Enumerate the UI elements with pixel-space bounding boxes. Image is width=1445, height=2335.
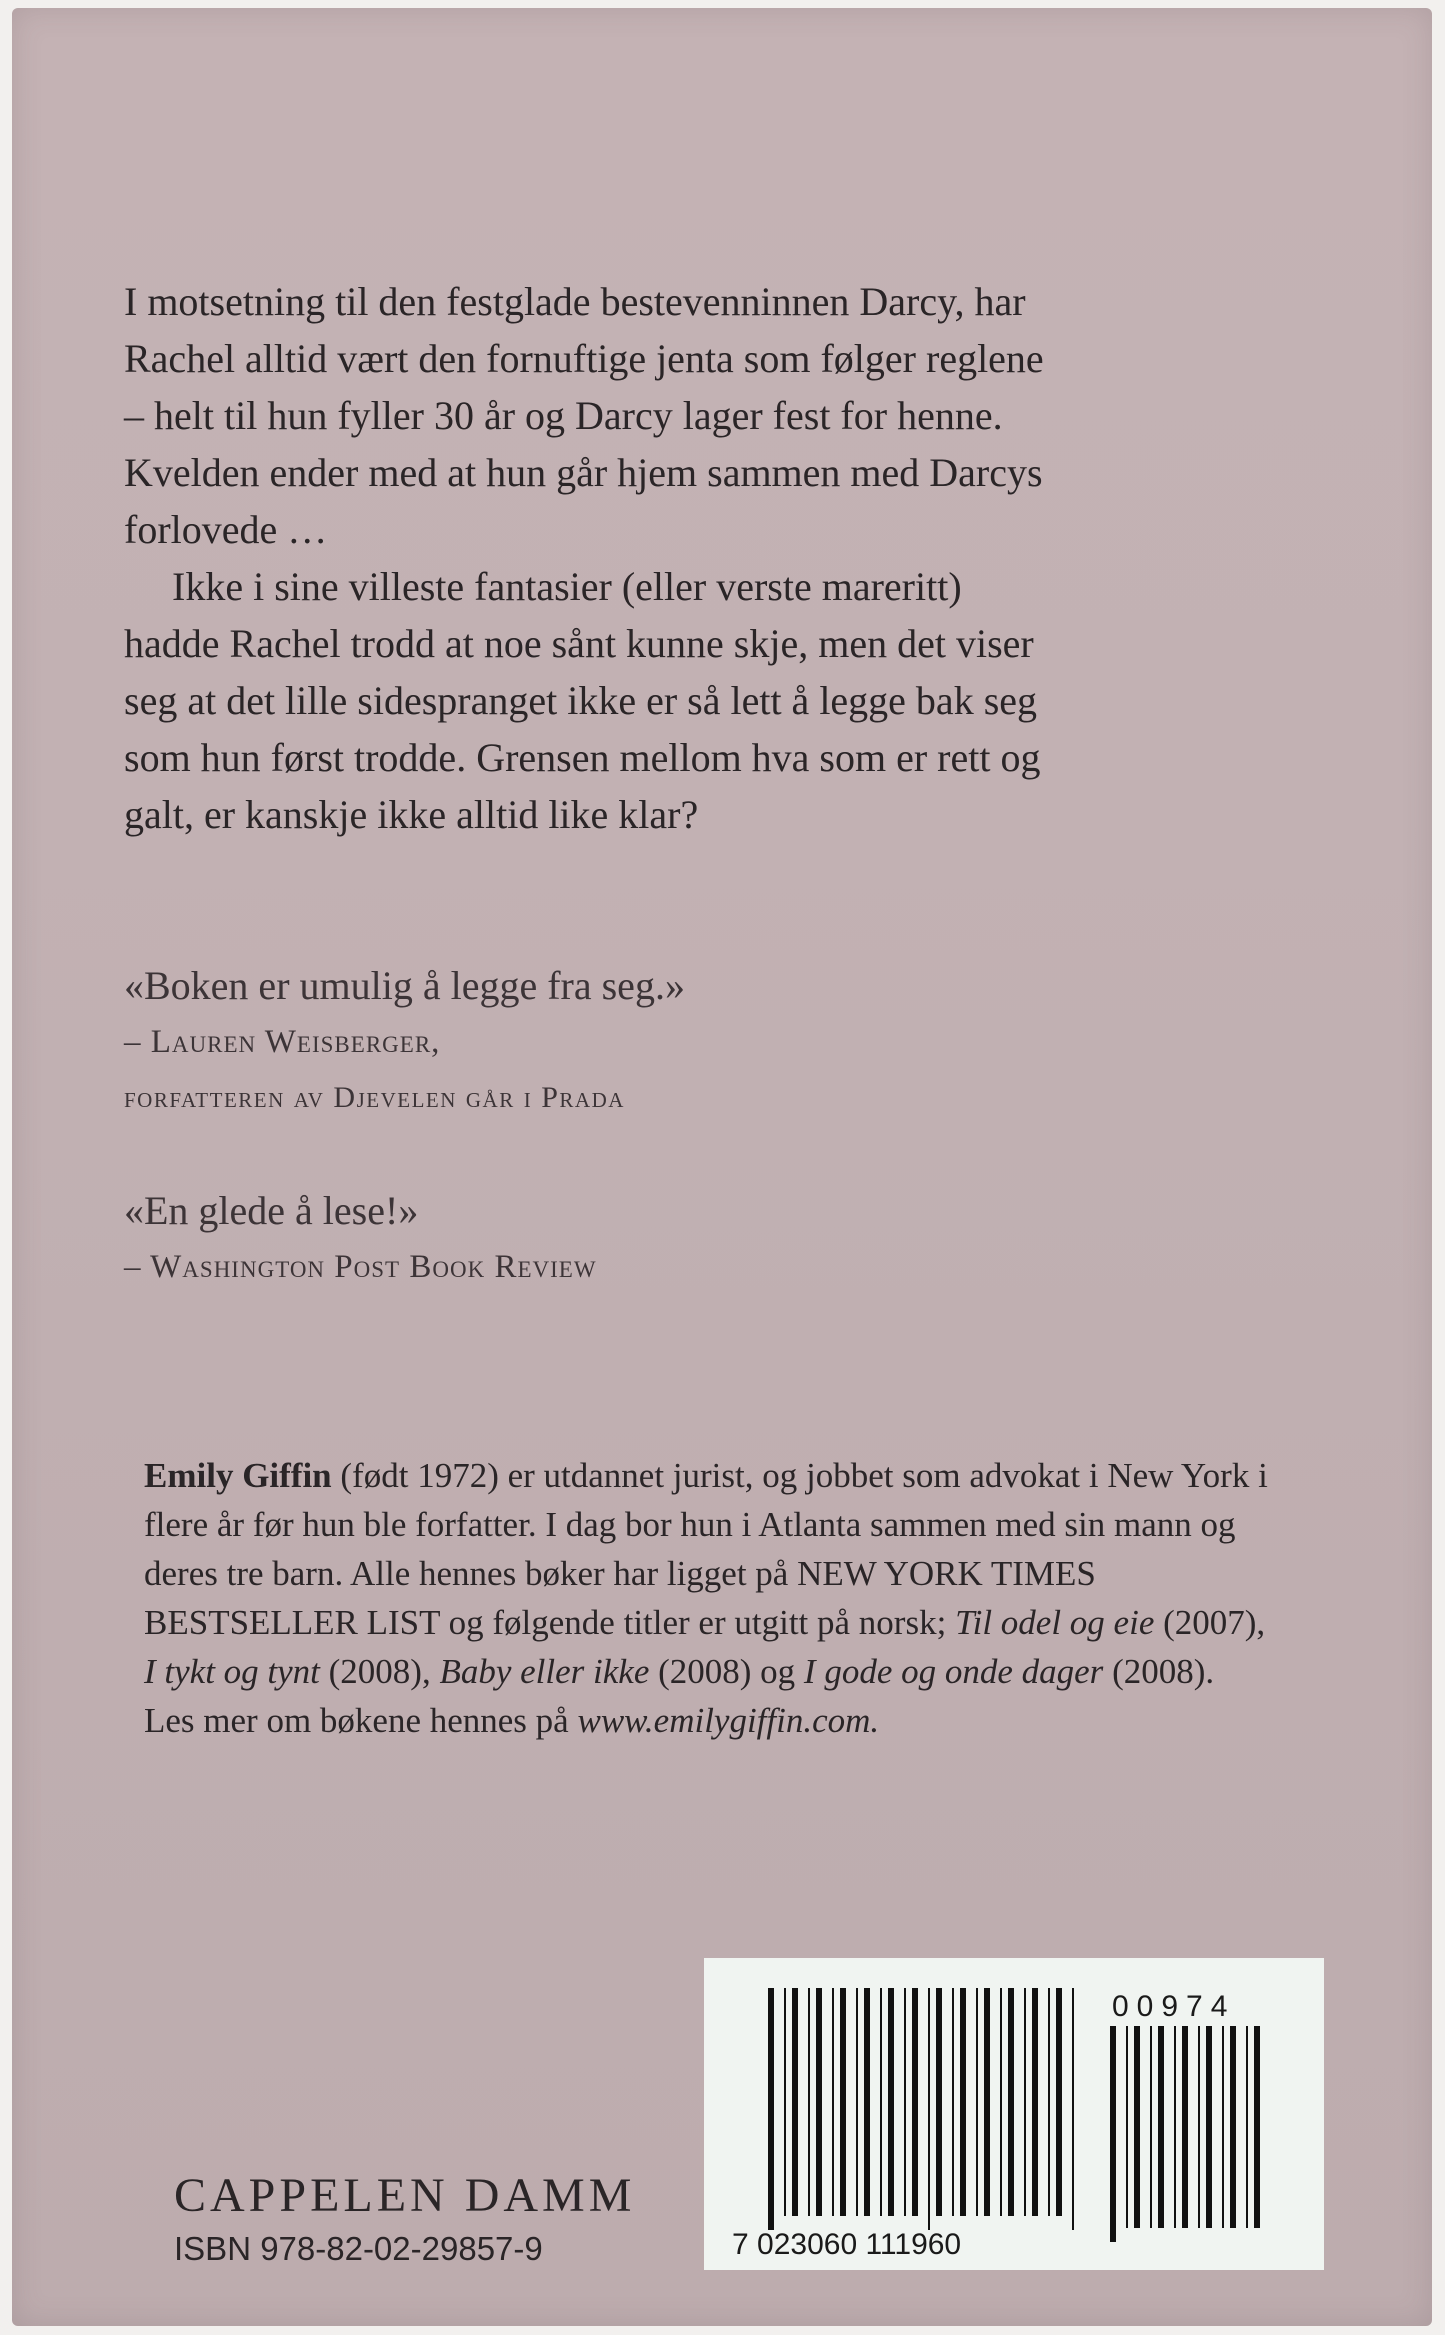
blurb: [124, 273, 1284, 843]
barcode-bar: [1246, 2026, 1248, 2228]
barcode-bar: [1072, 1988, 1074, 2230]
book-title: I tykt og tynt: [144, 1652, 320, 1691]
barcode-bar: [768, 1988, 774, 2230]
addon-digits: 00974: [1112, 1990, 1236, 2023]
barcode-bar: [912, 1988, 918, 2216]
barcode-bar: [1008, 1988, 1014, 2216]
barcode-digits: 7 023060 111960: [732, 2228, 962, 2261]
barcode-bar: [864, 1988, 870, 2216]
barcode-bar: [1134, 2026, 1140, 2228]
barcode-bar: [1182, 2026, 1188, 2228]
barcode-bar: [1198, 2026, 1200, 2228]
blurb-line: forlovede …: [124, 507, 328, 552]
quote-attribution-detail: forfatteren av Djevelen går i Prada: [124, 1081, 625, 1114]
barcode-bar: [1158, 2026, 1164, 2228]
barcode-bar: [936, 1988, 942, 2216]
blurb-line: I motsetning til den festglade bestevenninnen Darcy, har: [124, 279, 1026, 324]
book-title: Til odel og eie: [955, 1603, 1155, 1642]
barcode-bar: [1174, 2026, 1176, 2228]
review-quote-2: [124, 1183, 1224, 1295]
blurb-line: seg at det lille sidespranget ikke er så lett å legge bak seg: [124, 678, 1038, 723]
barcode-bar: [880, 1988, 882, 2216]
barcode-bar: [1126, 2026, 1128, 2228]
barcode-bar: [784, 1988, 786, 2216]
barcode-bar: [1230, 2026, 1236, 2228]
barcode-bar: [1150, 2026, 1152, 2228]
book-back-cover: [12, 8, 1432, 2326]
book-title: I gode og onde dager: [803, 1652, 1104, 1691]
blurb-line: Rachel alltid vært den fornuftige jenta som følger reglene: [124, 336, 1044, 381]
barcode-bar: [1110, 2026, 1116, 2242]
barcode-label: [704, 1958, 1324, 2270]
barcode: [704, 1958, 1324, 2270]
blurb-paragraph-1: [124, 273, 1284, 558]
blurb-line: Kvelden ender med at hun går hjem sammen med Darcys: [124, 450, 1043, 495]
publisher-logo: CAPPELEN DAMM: [174, 2169, 636, 2222]
blurb-line: – helt til hun fyller 30 år og Darcy lager fest for henne.: [124, 393, 1003, 438]
author-bio: Emily Giffin (født 1972) er utdannet jurist, og jobbet som advokat i New York i flere år før hun ble forfatter. I dag bor hun i Atlanta sammen med sin mann og deres tre barn. Alle hennes bøker har ligget på NEW YORK TIMES BESTSELLER LIST og følgende titler er utgitt på norsk; Til odel og eie (2007), I tykt og tynt (2008), Baby eller ikke (2008) og I gode og onde dager (2008). Les mer om bøkene hennes på www.emilygiffin.com.: [144, 1456, 1268, 1740]
barcode-bar: [1254, 2026, 1260, 2228]
barcode-bar: [928, 1988, 930, 2230]
barcode-bar: [960, 1988, 966, 2216]
barcode-bar: [976, 1988, 978, 2216]
quote-attribution: – Lauren Weisberger,: [124, 1024, 441, 1060]
blurb-line: galt, er kanskje ikke alltid like klar?: [124, 792, 699, 837]
barcode-bar: [1000, 1988, 1002, 2216]
barcode-bar: [984, 1988, 990, 2216]
blurb-line: som hun først trodde. Grensen mellom hva som er rett og: [124, 735, 1041, 780]
barcode-bar: [832, 1988, 834, 2216]
barcode-bar: [1222, 2026, 1224, 2228]
barcode-bar: [1048, 1988, 1050, 2216]
barcode-bar: [904, 1988, 906, 2216]
barcode-bar: [1056, 1988, 1062, 2216]
barcode-bar: [808, 1988, 810, 2216]
barcode-bar: [840, 1988, 846, 2216]
quote-text: «Boken er umulig å legge fra seg.»: [124, 963, 685, 1008]
barcode-bar: [1032, 1988, 1038, 2216]
barcode-bar: [952, 1988, 954, 2216]
blurb-line: hadde Rachel trodd at noe sånt kunne skje, men det viser: [124, 621, 1034, 666]
barcode-bar: [888, 1988, 894, 2216]
barcode-bar: [792, 1988, 798, 2216]
blurb-paragraph-2: [124, 558, 1284, 843]
review-quote-1: [124, 958, 1224, 1126]
quote-text: «En glede å lese!»: [124, 1188, 419, 1233]
barcode-bar: [816, 1988, 822, 2216]
barcode-bar: [856, 1988, 858, 2216]
author-name: Emily Giffin: [144, 1456, 332, 1495]
website-link: www.emilygiffin.com.: [577, 1701, 880, 1740]
barcode-bar: [1206, 2026, 1212, 2228]
barcode-bar: [1024, 1988, 1026, 2216]
isbn: ISBN 978-82-02-29857-9: [174, 2230, 543, 2267]
quote-attribution: – Washington Post Book Review: [124, 1249, 597, 1285]
blurb-line: Ikke i sine villeste fantasier (eller verste mareritt): [172, 564, 962, 609]
book-title: Baby eller ikke: [439, 1652, 650, 1691]
